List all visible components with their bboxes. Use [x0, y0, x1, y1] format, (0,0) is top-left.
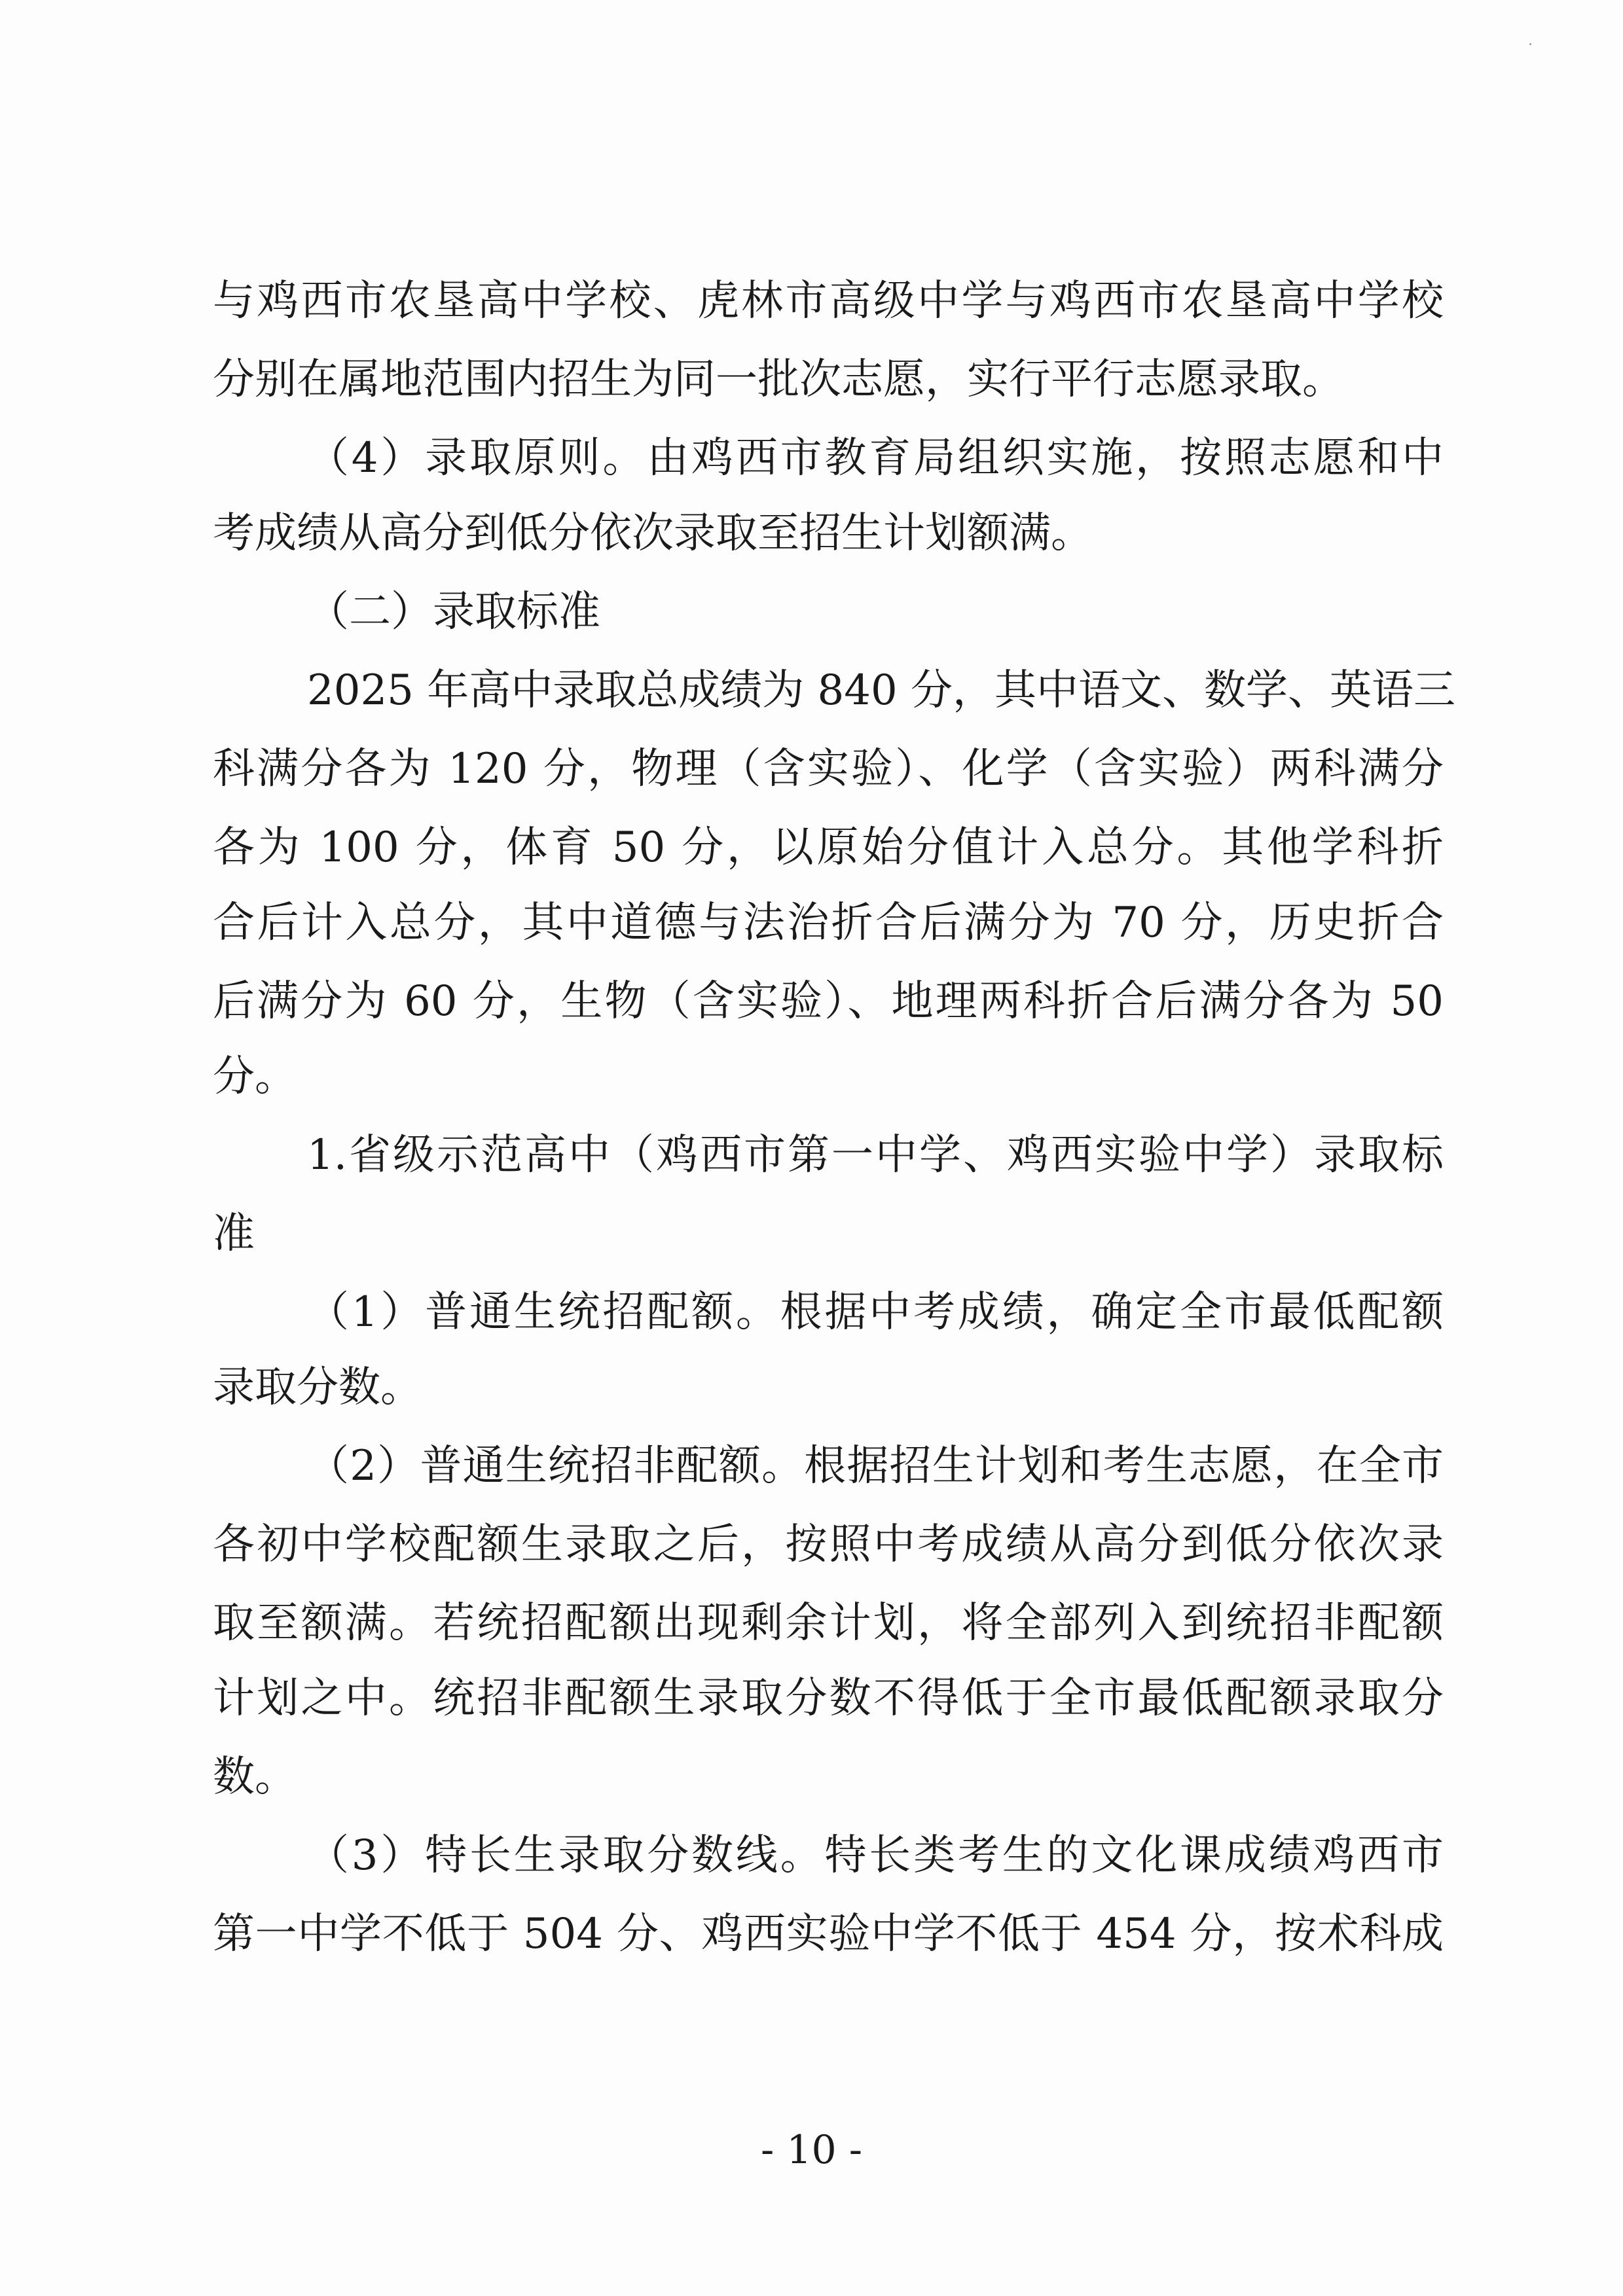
text-line: 后满分为 60 分，生物（含实验）、地理两科折合后满分各为 50 [213, 977, 1444, 1026]
text-line: 合后计入总分，其中道德与法治折合后满分为 70 分，历史折合 [213, 899, 1444, 947]
section-heading: （二）录取标准 [307, 588, 600, 636]
text-line: 1.省级示范高中（鸡西市第一中学、鸡西实验中学）录取标 [307, 1131, 1444, 1179]
text-line: （3）特长生录取分数线。特长类考生的文化课成绩鸡西市 [307, 1831, 1444, 1880]
text-line: 分。 [213, 1052, 297, 1101]
scan-speck [1529, 43, 1531, 45]
text-line: 与鸡西市农垦高中学校、虎林市高级中学与鸡西市农垦高中学校 [213, 277, 1444, 325]
text-line: 数。 [213, 1753, 297, 1801]
text-line: 各初中学校配额生录取之后，按照中考成绩从高分到低分依次录 [213, 1520, 1444, 1569]
text-line: （4）录取原则。由鸡西市教育局组织实施，按照志愿和中 [307, 434, 1444, 482]
text-line: （1）普通生统招配额。根据中考成绩，确定全市最低配额 [307, 1288, 1444, 1336]
text-line: 计划之中。统招非配额生录取分数不得低于全市最低配额录取分 [213, 1674, 1444, 1723]
text-line: 录取分数。 [213, 1363, 422, 1412]
text-line: 考成绩从高分到低分依次录取至招生计划额满。 [213, 509, 1093, 558]
text-line: （2）普通生统招非配额。根据招生计划和考生志愿，在全市 [307, 1442, 1444, 1490]
text-line: 分别在属地范围内招生为同一批次志愿，实行平行志愿录取。 [213, 355, 1344, 404]
text-line: 取至额满。若统招配额出现剩余计划，将全部列入到统招非配额 [213, 1599, 1444, 1647]
page-number: - 10 - [760, 2127, 863, 2173]
text-line: 2025 年高中录取总成绩为 840 分，其中语文、数学、英语三 [307, 666, 1456, 715]
text-line: 准 [213, 1210, 255, 1258]
text-line: 第一中学不低于 504 分、鸡西实验中学不低于 454 分，按术科成 [213, 1910, 1444, 1958]
text-line: 科满分各为 120 分，物理（含实验）、化学（含实验）两科满分 [213, 745, 1444, 793]
text-line: 各为 100 分，体育 50 分，以原始分值计入总分。其他学科折 [213, 823, 1444, 872]
